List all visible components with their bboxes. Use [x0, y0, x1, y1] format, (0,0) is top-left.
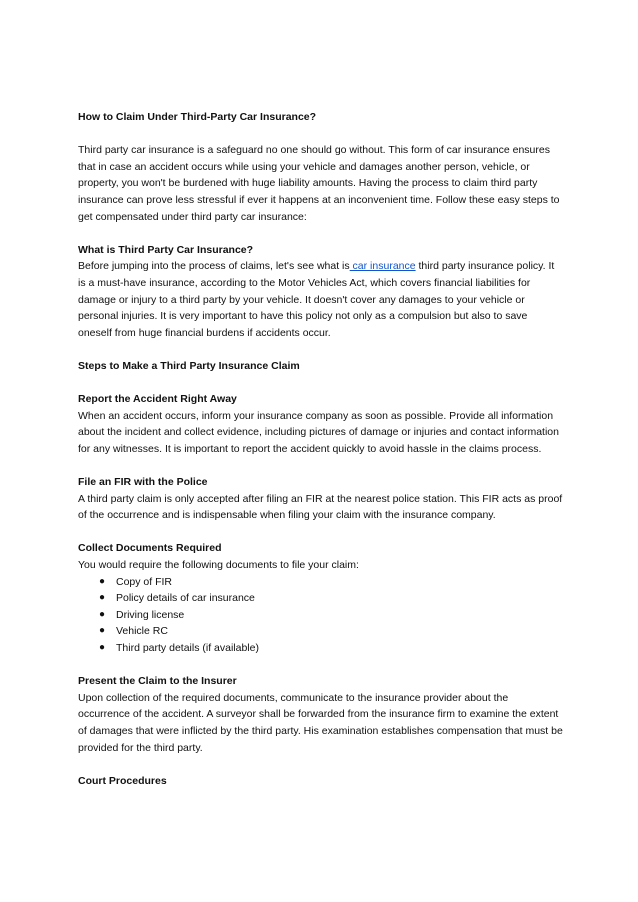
bullet-icon: ● — [98, 592, 106, 604]
list-item-text: Vehicle RC — [116, 625, 168, 638]
list-item-text: Third party details (if available) — [116, 642, 259, 654]
documents-heading: Collect Documents Required — [78, 542, 222, 555]
documents-paragraph: You would require the following documents to file your claim: — [78, 559, 359, 572]
document-body — [78, 109, 563, 789]
spacer — [78, 341, 563, 358]
court-heading: Court Procedures — [78, 774, 167, 787]
documents-list — [78, 574, 563, 657]
present-heading: Present the Claim to the Insurer — [78, 675, 237, 688]
list-item-text: Copy of FIR — [116, 575, 173, 588]
bullet-icon: ● — [98, 575, 106, 587]
list-item — [78, 623, 563, 640]
spacer — [78, 457, 563, 474]
steps-heading: Steps to Make a Third Party Insurance Claim — [78, 359, 300, 372]
bullet-icon: ● — [98, 625, 106, 637]
list-item-text: Policy details of car insurance — [116, 592, 255, 605]
what-is-text-before: Before jumping into the process of claims, let's see what is — [78, 260, 350, 273]
report-paragraph: When an accident occurs, inform your insurance company as soon as possible. Provide all information about the incident and collect evidence, including pictures of damage or injuries and contact information for any witnesses. It is important to report the accident quickly to avoid hassle in the claims process. — [78, 409, 559, 455]
report-heading: Report the Accident Right Away — [78, 393, 237, 406]
intro-paragraph: Third party car insurance is a safeguard no one should go without. This form of car insurance ensures that in case an accident occurs while using your vehicle and damages another person, vehicle, or property, you won't be burdened with huge liability amounts. Having the process to claim third party insurance can prove less stressful if ever it happens at an inconvenient time. Follow these easy steps to get compensated under third party car insurance: — [78, 144, 560, 223]
spacer — [78, 126, 563, 143]
list-item — [78, 640, 563, 657]
car-insurance-link[interactable]: car insurance — [349, 260, 416, 273]
list-item — [78, 574, 563, 591]
fir-heading: File an FIR with the Police — [78, 476, 208, 489]
what-is-paragraph — [78, 258, 563, 341]
what-is-heading: What is Third Party Car Insurance? — [78, 243, 254, 256]
bullet-icon: ● — [98, 608, 106, 620]
present-paragraph: Upon collection of the required documents, communicate to the insurance provider about the occurrence of the accident. A surveyor shall be forwarded from the insurance firm to examine the extent of damages that were inflicted by the third party. His examination establishes compensation that must be provided for the third party. — [78, 691, 563, 754]
bullet-icon: ● — [98, 642, 106, 653]
list-item — [78, 590, 563, 607]
list-item — [78, 607, 563, 624]
spacer — [78, 524, 563, 541]
spacer — [78, 225, 563, 242]
spacer — [78, 756, 563, 773]
what-is-text-after: third party insurance policy. It is a must-have insurance, according to the Motor Vehicles Act, which covers financial liabilities for damage or injury to a third party by your vehicle. It doesn't cover any damages to your vehicle or personal injuries. It is very important to have this policy not only as a compulsion but also to save oneself from huge financial burdens if accidents occur. — [78, 260, 555, 339]
list-item-text: Driving license — [116, 608, 185, 621]
document-title: How to Claim Under Third-Party Car Insurance? — [78, 111, 317, 123]
spacer — [78, 657, 563, 674]
spacer — [78, 375, 563, 392]
fir-paragraph: A third party claim is only accepted after filing an FIR at the nearest police station. This FIR acts as proof of the occurrence and is indispensable when filing your claim with the insurance company. — [78, 492, 563, 522]
